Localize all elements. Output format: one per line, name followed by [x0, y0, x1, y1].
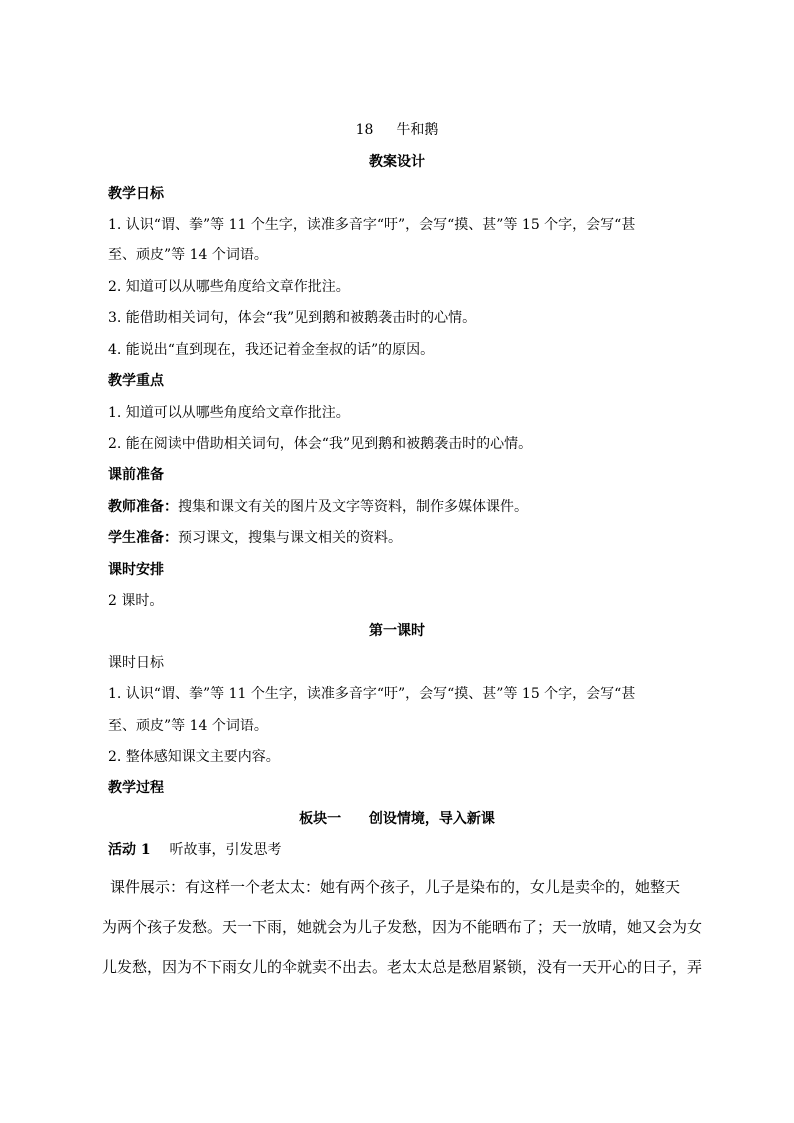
lesson-number: 18	[355, 122, 374, 138]
lesson-goal-line: 2. 整体感知课文主要内容。	[108, 749, 280, 765]
activity-one-heading	[108, 840, 694, 860]
schedule-text: 2 课时。	[108, 593, 164, 609]
story-line: 课件展示：有这样一个老太太：她有两个孩子，儿子是染布的，女儿是卖伞的，她整天	[110, 878, 681, 896]
block-one-text: 创设情境，导入新课	[368, 811, 495, 827]
activity-one-label: 活动 1	[108, 842, 151, 858]
teacher-preparation	[108, 497, 694, 517]
student-prep-text: 预习课文，搜集与课文相关的资料。	[178, 530, 402, 546]
teaching-goal-line: 至、顽皮”等 14 个词语。	[108, 247, 268, 263]
lesson-goals-heading: 课时日标	[108, 655, 164, 671]
student-prep-label: 学生准备：	[108, 530, 178, 546]
block-one-label: 板块一	[299, 811, 342, 827]
story-line: 儿发愁，因为不下雨女儿的伞就卖不出去。老太太总是愁眉紧锁，没有一天开心的日子，弄	[102, 958, 703, 976]
lesson-goal-line: 至、顽皮”等 14 个词语。	[108, 718, 268, 734]
lesson-goal-line: 1. 认识“谓、拳”等 11 个生字，读准多音字“吁”，会写“摸、甚”等 15 个字，会写“甚	[108, 686, 636, 702]
teaching-goal-line: 1. 认识“谓、拳”等 11 个生字，读准多音字“吁”，会写“摸、甚”等 15 个字，会写“甚	[108, 217, 636, 233]
teaching-focus-line: 2. 能在阅读中借助相关词句，体会“我”见到鹅和被鹅袭击时的心情。	[108, 436, 533, 452]
teaching-process-heading: 教学过程	[108, 780, 164, 796]
teaching-focus-heading: 教学重点	[108, 373, 164, 389]
teaching-goals-heading: 教学日标	[108, 186, 164, 202]
preparation-heading: 课前准备	[108, 467, 164, 483]
teacher-prep-text: 搜集和课文有关的图片及文字等资料，制作多媒体课件。	[178, 499, 528, 515]
schedule-heading: 课时安排	[108, 562, 164, 578]
student-preparation	[108, 528, 694, 548]
teaching-focus-line: 1. 知道可以从哪些角度给文章作批注。	[108, 405, 350, 421]
teaching-goal-line: 2. 知道可以从哪些角度给文章作批注。	[108, 279, 350, 295]
teacher-prep-label: 教师准备：	[108, 499, 178, 515]
teaching-goal-line: 3. 能借助相关词句，体会“我”见到鹅和被鹅袭击时的心情。	[108, 310, 477, 326]
lesson-title	[0, 120, 794, 140]
lesson-one-heading: 第一课时	[369, 623, 425, 639]
story-line: 为两个孩子发愁。天一下雨，她就会为儿子发愁，因为不能晒布了；天一放晴，她又会为女	[102, 918, 703, 936]
activity-one-text: 听故事，引发思考	[169, 842, 282, 858]
document-subtitle: 教案设计	[369, 154, 425, 170]
block-one-heading	[0, 809, 794, 829]
lesson-title-text: 牛和鹅	[396, 122, 439, 138]
teaching-goal-line: 4. 能说出“直到现在，我还记着金奎叔的话”的原因。	[108, 342, 435, 358]
